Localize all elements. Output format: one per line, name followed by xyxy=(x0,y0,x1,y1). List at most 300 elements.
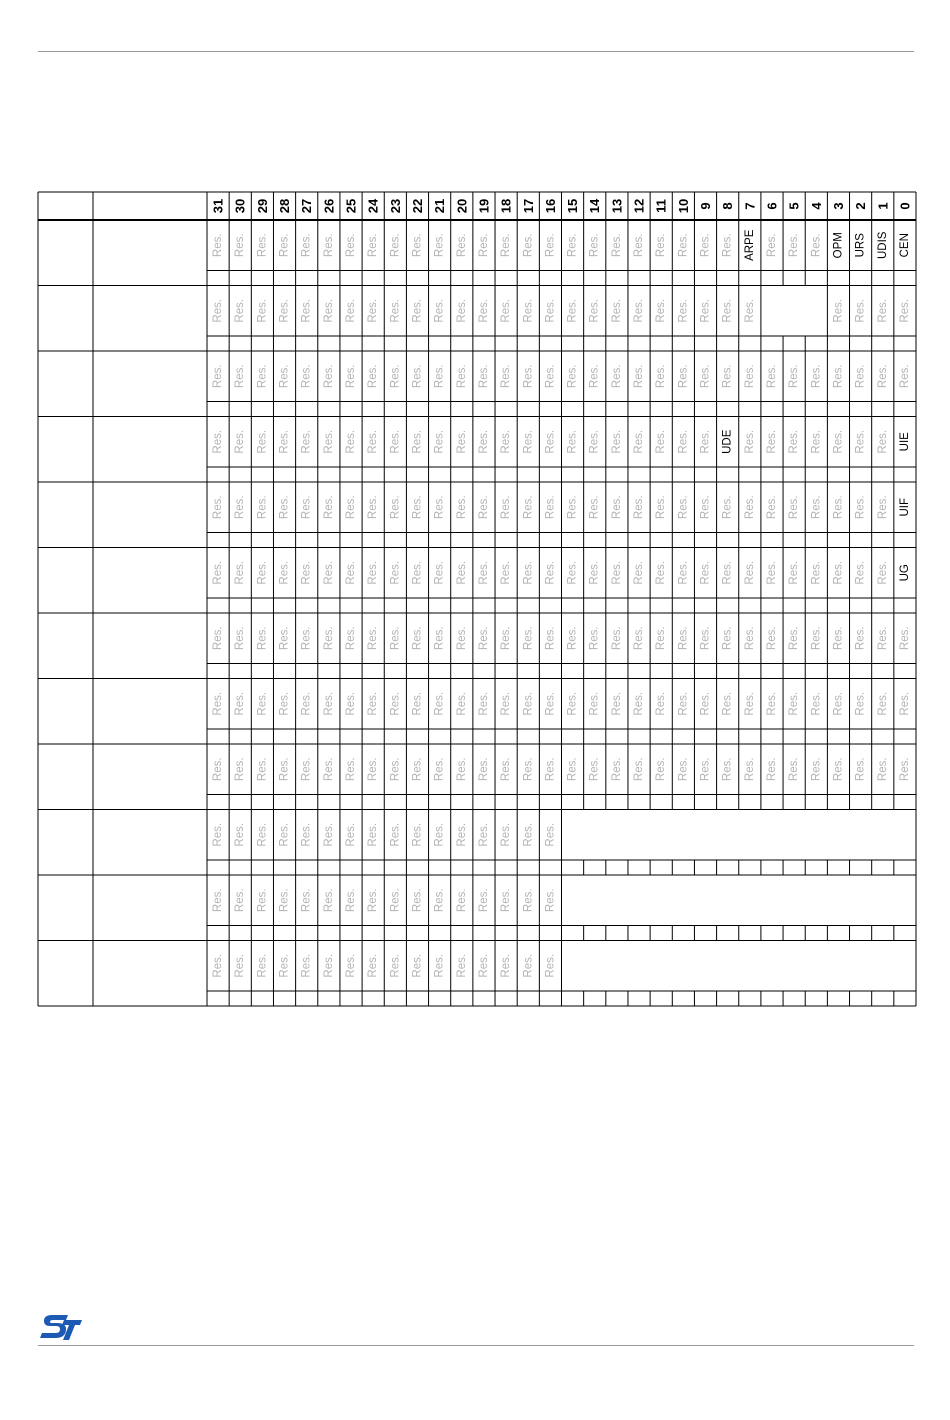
reserved-bit-12: Res. xyxy=(633,626,646,651)
reserved-bit-27: Res. xyxy=(300,757,313,782)
reserved-bit-17: Res. xyxy=(522,757,535,782)
reserved-bit-16: Res. xyxy=(544,757,557,782)
reserved-bit-29: Res. xyxy=(256,364,269,389)
reserved-bit-18: Res. xyxy=(500,888,513,913)
reserved-bit-29: Res. xyxy=(256,626,269,651)
reserved-bit-7: Res. xyxy=(743,495,756,520)
reserved-bit-25: Res. xyxy=(345,691,358,716)
reserved-bit-28: Res. xyxy=(278,495,291,520)
reserved-bit-22: Res. xyxy=(411,429,424,454)
reserved-bit-9: Res. xyxy=(699,495,712,520)
reserved-bit-26: Res. xyxy=(322,626,335,651)
reserved-bit-19: Res. xyxy=(477,560,490,585)
reserved-bit-19: Res. xyxy=(477,691,490,716)
reserved-bit-15: Res. xyxy=(566,364,579,389)
reserved-bit-21: Res. xyxy=(433,953,446,978)
reserved-bit-20: Res. xyxy=(455,298,468,323)
reserved-bit-10: Res. xyxy=(677,626,690,651)
reserved-bit-22: Res. xyxy=(411,822,424,847)
reserved-bit-5: Res. xyxy=(788,495,801,520)
reserved-bit-20: Res. xyxy=(455,888,468,913)
reserved-bit-27: Res. xyxy=(300,626,313,651)
reserved-bit-27: Res. xyxy=(300,233,313,258)
bit-number-6: 6 xyxy=(764,202,780,210)
reserved-bit-26: Res. xyxy=(322,233,335,258)
reserved-bit-15: Res. xyxy=(566,298,579,323)
reserved-bit-7: Res. xyxy=(743,298,756,323)
reserved-bit-24: Res. xyxy=(367,691,380,716)
reserved-bit-21: Res. xyxy=(433,298,446,323)
reserved-bit-16: Res. xyxy=(544,495,557,520)
reserved-bit-2: Res. xyxy=(854,364,867,389)
bit-number-19: 19 xyxy=(476,198,492,214)
reserved-bit-24: Res. xyxy=(367,626,380,651)
reserved-bit-20: Res. xyxy=(455,757,468,782)
reserved-bit-5: Res. xyxy=(788,233,801,258)
reserved-bit-8: Res. xyxy=(721,495,734,520)
reserved-bit-17: Res. xyxy=(522,495,535,520)
reserved-bit-24: Res. xyxy=(367,822,380,847)
field-ug: UG xyxy=(898,564,911,582)
reserved-bit-24: Res. xyxy=(367,953,380,978)
reserved-bit-12: Res. xyxy=(633,495,646,520)
reserved-bit-16: Res. xyxy=(544,691,557,716)
reserved-bit-26: Res. xyxy=(322,691,335,716)
reserved-bit-20: Res. xyxy=(455,364,468,389)
reserved-bit-8: Res. xyxy=(721,560,734,585)
reserved-bit-25: Res. xyxy=(345,429,358,454)
reserved-bit-10: Res. xyxy=(677,757,690,782)
reserved-bit-29: Res. xyxy=(256,560,269,585)
reserved-bit-20: Res. xyxy=(455,953,468,978)
reserved-bit-22: Res. xyxy=(411,560,424,585)
reserved-bit-14: Res. xyxy=(588,757,601,782)
reserved-bit-29: Res. xyxy=(256,888,269,913)
reserved-bit-21: Res. xyxy=(433,626,446,651)
reserved-bit-29: Res. xyxy=(256,822,269,847)
field-urs: URS xyxy=(854,233,867,258)
bit-number-11: 11 xyxy=(653,199,669,213)
reserved-bit-0: Res. xyxy=(898,757,911,782)
reserved-bit-11: Res. xyxy=(655,429,668,454)
reserved-bit-13: Res. xyxy=(610,691,623,716)
reserved-bit-13: Res. xyxy=(610,298,623,323)
bit-number-27: 27 xyxy=(299,198,315,214)
reserved-bit-6: Res. xyxy=(765,626,778,651)
reserved-bit-13: Res. xyxy=(610,626,623,651)
reserved-bit-16: Res. xyxy=(544,364,557,389)
reserved-bit-0: Res. xyxy=(898,364,911,389)
reserved-bit-15: Res. xyxy=(566,495,579,520)
reserved-bit-16: Res. xyxy=(544,822,557,847)
reserved-bit-0: Res. xyxy=(898,298,911,323)
reserved-bit-28: Res. xyxy=(278,233,291,258)
reserved-bit-28: Res. xyxy=(278,364,291,389)
reserved-bit-25: Res. xyxy=(345,298,358,323)
reserved-bit-10: Res. xyxy=(677,298,690,323)
bit-number-13: 13 xyxy=(609,198,625,214)
reserved-bit-26: Res. xyxy=(322,757,335,782)
reserved-bit-0: Res. xyxy=(898,691,911,716)
reserved-bit-30: Res. xyxy=(234,233,247,258)
reserved-bit-25: Res. xyxy=(345,233,358,258)
reserved-bit-12: Res. xyxy=(633,757,646,782)
reserved-bit-23: Res. xyxy=(389,822,402,847)
reserved-bit-1: Res. xyxy=(876,364,889,389)
reserved-bit-24: Res. xyxy=(367,233,380,258)
reserved-bit-4: Res. xyxy=(810,757,823,782)
reserved-bit-19: Res. xyxy=(477,953,490,978)
bit-number-24: 24 xyxy=(365,198,381,214)
reserved-bit-19: Res. xyxy=(477,429,490,454)
reserved-bit-7: Res. xyxy=(743,429,756,454)
bit-number-9: 9 xyxy=(698,202,714,210)
reserved-bit-29: Res. xyxy=(256,691,269,716)
bit-number-3: 3 xyxy=(830,202,846,210)
reserved-bit-23: Res. xyxy=(389,429,402,454)
reserved-bit-2: Res. xyxy=(854,757,867,782)
reserved-bit-18: Res. xyxy=(500,560,513,585)
reserved-bit-25: Res. xyxy=(345,364,358,389)
reserved-bit-12: Res. xyxy=(633,364,646,389)
reserved-bit-4: Res. xyxy=(810,364,823,389)
reserved-bit-14: Res. xyxy=(588,429,601,454)
reserved-bit-23: Res. xyxy=(389,757,402,782)
reserved-bit-8: Res. xyxy=(721,364,734,389)
reserved-bit-27: Res. xyxy=(300,822,313,847)
reserved-bit-1: Res. xyxy=(876,495,889,520)
reserved-bit-6: Res. xyxy=(765,757,778,782)
reserved-bit-10: Res. xyxy=(677,560,690,585)
reserved-bit-3: Res. xyxy=(832,364,845,389)
reserved-bit-10: Res. xyxy=(677,233,690,258)
reserved-bit-5: Res. xyxy=(788,429,801,454)
bit-number-10: 10 xyxy=(675,198,691,214)
reserved-bit-19: Res. xyxy=(477,888,490,913)
reserved-bit-7: Res. xyxy=(743,691,756,716)
reserved-bit-30: Res. xyxy=(234,953,247,978)
field-arpe: ARPE xyxy=(743,229,756,261)
reserved-bit-12: Res. xyxy=(633,560,646,585)
reserved-bit-23: Res. xyxy=(389,953,402,978)
reserved-bit-1: Res. xyxy=(876,298,889,323)
reserved-bit-7: Res. xyxy=(743,626,756,651)
reserved-bit-29: Res. xyxy=(256,953,269,978)
reserved-bit-28: Res. xyxy=(278,560,291,585)
reserved-bit-16: Res. xyxy=(544,626,557,651)
reserved-bit-4: Res. xyxy=(810,233,823,258)
field-ude: UDE xyxy=(721,429,734,454)
reserved-bit-13: Res. xyxy=(610,495,623,520)
reserved-bit-16: Res. xyxy=(544,888,557,913)
reserved-bit-28: Res. xyxy=(278,691,291,716)
reserved-bit-23: Res. xyxy=(389,298,402,323)
reserved-bit-26: Res. xyxy=(322,953,335,978)
reserved-bit-28: Res. xyxy=(278,429,291,454)
reserved-bit-21: Res. xyxy=(433,364,446,389)
reserved-bit-8: Res. xyxy=(721,757,734,782)
reserved-bit-1: Res. xyxy=(876,757,889,782)
reserved-bit-31: Res. xyxy=(212,429,225,454)
reserved-bit-5: Res. xyxy=(788,691,801,716)
reserved-bit-27: Res. xyxy=(300,953,313,978)
reserved-bit-30: Res. xyxy=(234,757,247,782)
reserved-bit-3: Res. xyxy=(832,298,845,323)
reserved-bit-10: Res. xyxy=(677,691,690,716)
reserved-bit-14: Res. xyxy=(588,364,601,389)
reserved-bit-21: Res. xyxy=(433,233,446,258)
reserved-bit-7: Res. xyxy=(743,757,756,782)
reserved-bit-8: Res. xyxy=(721,626,734,651)
reserved-bit-20: Res. xyxy=(455,626,468,651)
reserved-bit-7: Res. xyxy=(743,560,756,585)
reserved-bit-28: Res. xyxy=(278,822,291,847)
reserved-bit-21: Res. xyxy=(433,822,446,847)
reserved-bit-29: Res. xyxy=(256,429,269,454)
reserved-bit-27: Res. xyxy=(300,298,313,323)
field-uie: UIE xyxy=(898,432,911,452)
reserved-bit-23: Res. xyxy=(389,233,402,258)
reserved-bit-16: Res. xyxy=(544,233,557,258)
reserved-bit-9: Res. xyxy=(699,691,712,716)
reserved-bit-11: Res. xyxy=(655,233,668,258)
reserved-bit-17: Res. xyxy=(522,953,535,978)
reserved-bit-16: Res. xyxy=(544,298,557,323)
reserved-bit-24: Res. xyxy=(367,888,380,913)
bit-number-18: 18 xyxy=(498,198,514,214)
reserved-bit-8: Res. xyxy=(721,298,734,323)
reserved-bit-11: Res. xyxy=(655,691,668,716)
reserved-bit-6: Res. xyxy=(765,364,778,389)
reserved-bit-20: Res. xyxy=(455,822,468,847)
reserved-bit-9: Res. xyxy=(699,233,712,258)
reserved-bit-18: Res. xyxy=(500,691,513,716)
reserved-bit-31: Res. xyxy=(212,495,225,520)
field-uif: UIF xyxy=(898,497,911,517)
reserved-bit-23: Res. xyxy=(389,888,402,913)
reserved-bit-18: Res. xyxy=(500,429,513,454)
bit-number-5: 5 xyxy=(786,202,802,210)
bit-number-7: 7 xyxy=(742,202,758,210)
reserved-bit-2: Res. xyxy=(854,626,867,651)
st-logo-icon xyxy=(38,1313,84,1341)
reserved-bit-12: Res. xyxy=(633,298,646,323)
bit-number-15: 15 xyxy=(565,198,581,214)
reserved-bit-30: Res. xyxy=(234,822,247,847)
reserved-bit-31: Res. xyxy=(212,757,225,782)
reserved-bit-25: Res. xyxy=(345,953,358,978)
reserved-bit-31: Res. xyxy=(212,888,225,913)
reserved-bit-2: Res. xyxy=(854,691,867,716)
reserved-bit-19: Res. xyxy=(477,495,490,520)
reserved-bit-20: Res. xyxy=(455,560,468,585)
reserved-bit-21: Res. xyxy=(433,560,446,585)
reserved-bit-27: Res. xyxy=(300,429,313,454)
reserved-bit-21: Res. xyxy=(433,691,446,716)
reserved-bit-27: Res. xyxy=(300,560,313,585)
reserved-bit-18: Res. xyxy=(500,953,513,978)
bit-number-20: 20 xyxy=(454,198,470,214)
field-cen: CEN xyxy=(898,233,911,258)
reserved-bit-25: Res. xyxy=(345,626,358,651)
reserved-bit-20: Res. xyxy=(455,233,468,258)
reserved-bit-22: Res. xyxy=(411,953,424,978)
reserved-bit-22: Res. xyxy=(411,626,424,651)
reserved-bit-9: Res. xyxy=(699,626,712,651)
reserved-bit-13: Res. xyxy=(610,429,623,454)
reserved-bit-5: Res. xyxy=(788,757,801,782)
reserved-bit-10: Res. xyxy=(677,364,690,389)
reserved-bit-11: Res. xyxy=(655,560,668,585)
reserved-bit-27: Res. xyxy=(300,364,313,389)
reserved-bit-14: Res. xyxy=(588,298,601,323)
reserved-bit-23: Res. xyxy=(389,364,402,389)
reserved-bit-19: Res. xyxy=(477,364,490,389)
bit-number-12: 12 xyxy=(631,198,647,214)
reserved-bit-13: Res. xyxy=(610,560,623,585)
reserved-bit-18: Res. xyxy=(500,822,513,847)
reserved-bit-21: Res. xyxy=(433,495,446,520)
reserved-bit-27: Res. xyxy=(300,888,313,913)
reserved-bit-15: Res. xyxy=(566,560,579,585)
bit-number-4: 4 xyxy=(808,202,824,210)
reserved-bit-9: Res. xyxy=(699,560,712,585)
reserved-bit-14: Res. xyxy=(588,233,601,258)
reserved-bit-23: Res. xyxy=(389,495,402,520)
reserved-bit-18: Res. xyxy=(500,233,513,258)
bit-number-28: 28 xyxy=(277,198,293,214)
reserved-bit-22: Res. xyxy=(411,495,424,520)
reserved-bit-3: Res. xyxy=(832,626,845,651)
reserved-bit-8: Res. xyxy=(721,233,734,258)
reserved-bit-29: Res. xyxy=(256,233,269,258)
reserved-bit-4: Res. xyxy=(810,691,823,716)
reserved-bit-25: Res. xyxy=(345,495,358,520)
reserved-bit-5: Res. xyxy=(788,626,801,651)
reserved-bit-4: Res. xyxy=(810,495,823,520)
reserved-bit-21: Res. xyxy=(433,757,446,782)
reserved-bit-29: Res. xyxy=(256,495,269,520)
bit-number-30: 30 xyxy=(232,198,248,214)
reserved-bit-24: Res. xyxy=(367,364,380,389)
reserved-bit-16: Res. xyxy=(544,560,557,585)
reserved-bit-11: Res. xyxy=(655,626,668,651)
reserved-bit-31: Res. xyxy=(212,953,225,978)
reserved-bit-2: Res. xyxy=(854,495,867,520)
reserved-bit-20: Res. xyxy=(455,495,468,520)
reserved-bit-8: Res. xyxy=(721,691,734,716)
field-udis: UDIS xyxy=(876,231,889,259)
reserved-bit-29: Res. xyxy=(256,298,269,323)
reserved-bit-25: Res. xyxy=(345,560,358,585)
reserved-bit-4: Res. xyxy=(810,560,823,585)
reserved-bit-24: Res. xyxy=(367,560,380,585)
reserved-bit-17: Res. xyxy=(522,560,535,585)
reserved-bit-14: Res. xyxy=(588,495,601,520)
reserved-bit-15: Res. xyxy=(566,233,579,258)
bit-number-23: 23 xyxy=(387,198,403,214)
reserved-bit-24: Res. xyxy=(367,429,380,454)
reserved-bit-2: Res. xyxy=(854,429,867,454)
reserved-bit-1: Res. xyxy=(876,429,889,454)
reserved-bit-9: Res. xyxy=(699,364,712,389)
reserved-bit-18: Res. xyxy=(500,364,513,389)
reserved-bit-2: Res. xyxy=(854,298,867,323)
reserved-bit-21: Res. xyxy=(433,429,446,454)
reserved-bit-11: Res. xyxy=(655,364,668,389)
reserved-bit-17: Res. xyxy=(522,298,535,323)
reserved-bit-27: Res. xyxy=(300,495,313,520)
reserved-bit-6: Res. xyxy=(765,429,778,454)
reserved-bit-23: Res. xyxy=(389,560,402,585)
bit-number-2: 2 xyxy=(853,202,869,210)
reserved-bit-6: Res. xyxy=(765,691,778,716)
reserved-bit-30: Res. xyxy=(234,495,247,520)
reserved-bit-6: Res. xyxy=(765,495,778,520)
reserved-bit-23: Res. xyxy=(389,691,402,716)
reserved-bit-30: Res. xyxy=(234,298,247,323)
reserved-bit-28: Res. xyxy=(278,298,291,323)
reserved-bit-0: Res. xyxy=(898,626,911,651)
reserved-bit-17: Res. xyxy=(522,429,535,454)
reserved-bit-9: Res. xyxy=(699,298,712,323)
reserved-bit-30: Res. xyxy=(234,888,247,913)
footer-rule xyxy=(38,1345,914,1346)
reserved-bit-10: Res. xyxy=(677,429,690,454)
reserved-bit-16: Res. xyxy=(544,953,557,978)
reserved-bit-27: Res. xyxy=(300,691,313,716)
reserved-bit-17: Res. xyxy=(522,822,535,847)
reserved-bit-13: Res. xyxy=(610,364,623,389)
reserved-bit-4: Res. xyxy=(810,429,823,454)
reserved-bit-31: Res. xyxy=(212,822,225,847)
reserved-bit-30: Res. xyxy=(234,691,247,716)
reserved-bit-22: Res. xyxy=(411,298,424,323)
bit-number-14: 14 xyxy=(587,198,603,214)
reserved-bit-22: Res. xyxy=(411,757,424,782)
reserved-bit-13: Res. xyxy=(610,233,623,258)
reserved-bit-31: Res. xyxy=(212,691,225,716)
reserved-bit-19: Res. xyxy=(477,233,490,258)
reserved-bit-6: Res. xyxy=(765,560,778,585)
reserved-bit-31: Res. xyxy=(212,364,225,389)
reserved-bit-30: Res. xyxy=(234,626,247,651)
reserved-bit-26: Res. xyxy=(322,495,335,520)
bit-number-16: 16 xyxy=(542,198,558,214)
reserved-bit-11: Res. xyxy=(655,298,668,323)
reserved-bit-13: Res. xyxy=(610,757,623,782)
bit-number-17: 17 xyxy=(520,198,536,214)
reserved-bit-14: Res. xyxy=(588,691,601,716)
bit-number-1: 1 xyxy=(875,202,891,210)
reserved-bit-24: Res. xyxy=(367,298,380,323)
reserved-bit-3: Res. xyxy=(832,429,845,454)
reserved-bit-26: Res. xyxy=(322,822,335,847)
reserved-bit-15: Res. xyxy=(566,757,579,782)
reserved-bit-26: Res. xyxy=(322,888,335,913)
reserved-bit-7: Res. xyxy=(743,364,756,389)
reserved-bit-4: Res. xyxy=(810,626,823,651)
reserved-bit-18: Res. xyxy=(500,298,513,323)
reserved-bit-25: Res. xyxy=(345,822,358,847)
reserved-bit-5: Res. xyxy=(788,364,801,389)
reserved-bit-25: Res. xyxy=(345,888,358,913)
reserved-bit-1: Res. xyxy=(876,626,889,651)
reserved-bit-24: Res. xyxy=(367,495,380,520)
reserved-bit-28: Res. xyxy=(278,953,291,978)
reserved-bit-26: Res. xyxy=(322,429,335,454)
reserved-bit-9: Res. xyxy=(699,757,712,782)
